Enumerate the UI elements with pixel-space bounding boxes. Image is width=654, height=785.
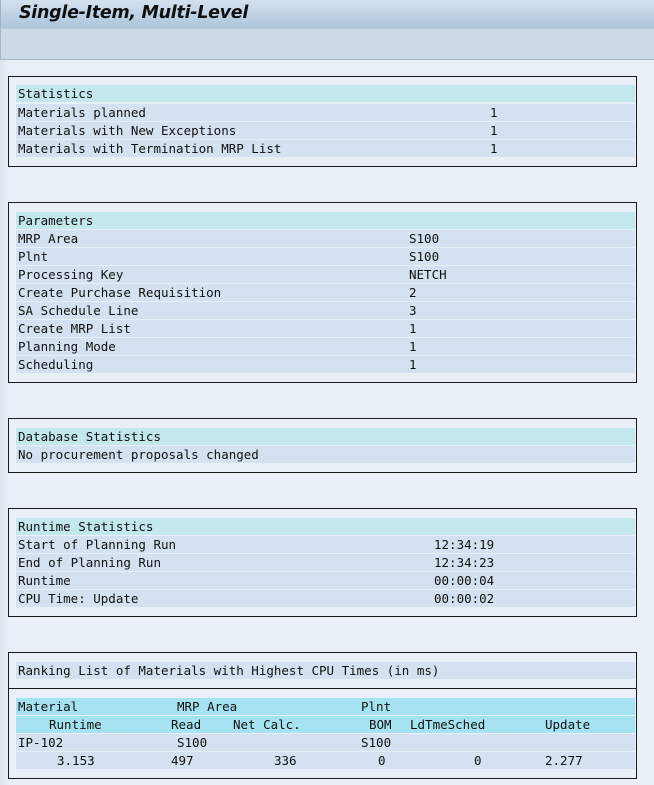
ranking-separator xyxy=(9,688,636,689)
cell-runtime: 3.153 xyxy=(57,753,95,768)
cell-bom: 0 xyxy=(378,753,386,768)
row-value: 1 xyxy=(490,141,498,156)
cell-material: IP-102 xyxy=(18,735,64,750)
row-label: Processing Key xyxy=(18,267,124,282)
row-value: 1 xyxy=(409,339,417,354)
cell-mrp-area: S100 xyxy=(177,735,208,750)
statistics-row xyxy=(16,140,635,157)
row-value: 1 xyxy=(490,123,498,138)
cell-update: 2.277 xyxy=(545,753,583,768)
column-header-runtime: Runtime xyxy=(49,717,102,732)
page-title: Single-Item, Multi-Level xyxy=(19,3,249,23)
runtime-statistics-row xyxy=(16,554,635,571)
column-header-bom: BOM xyxy=(369,717,392,732)
row-label: SA Schedule Line xyxy=(18,303,139,318)
runtime-statistics-heading-row xyxy=(16,518,635,535)
parameters-row xyxy=(16,284,635,301)
runtime-statistics-row xyxy=(16,536,635,553)
parameters-row xyxy=(16,266,635,283)
ranking-item-row-1 xyxy=(16,734,635,751)
ranking-heading: Ranking List of Materials with Highest CPU Times (in ms) xyxy=(18,663,440,678)
statistics-box xyxy=(8,76,637,167)
ranking-heading-row xyxy=(16,662,635,679)
row-value: 3 xyxy=(409,303,417,318)
row-value: 1 xyxy=(409,321,417,336)
row-label: Scheduling xyxy=(18,357,94,372)
cell-ldtmesched: 0 xyxy=(474,753,482,768)
database-statistics-heading: Database Statistics xyxy=(18,429,161,444)
parameters-row xyxy=(16,230,635,247)
row-value: 12:34:23 xyxy=(434,555,495,570)
application-toolbar xyxy=(0,29,654,60)
row-label: Materials planned xyxy=(18,105,146,120)
runtime-statistics-row xyxy=(16,590,635,607)
column-header-material: Material xyxy=(18,699,79,714)
parameters-row xyxy=(16,356,635,373)
row-label: End of Planning Run xyxy=(18,555,161,570)
row-label: Start of Planning Run xyxy=(18,537,177,552)
row-label: MRP Area xyxy=(18,231,79,246)
database-statistics-box xyxy=(8,418,637,473)
cell-net-calc: 336 xyxy=(274,753,297,768)
parameters-box xyxy=(8,202,637,383)
row-value: 1 xyxy=(409,357,417,372)
column-header-mrp-area: MRP Area xyxy=(177,699,238,714)
row-label: CPU Time: Update xyxy=(18,591,139,606)
parameters-row xyxy=(16,338,635,355)
row-label: Runtime xyxy=(18,573,71,588)
column-header-plnt: Plnt xyxy=(361,699,392,714)
row-value: 2 xyxy=(409,285,417,300)
column-header-update: Update xyxy=(545,717,591,732)
row-label: Materials with New Exceptions xyxy=(18,123,237,138)
row-label: Materials with Termination MRP List xyxy=(18,141,282,156)
ranking-item-row-2 xyxy=(16,752,635,769)
runtime-statistics-heading: Runtime Statistics xyxy=(18,519,154,534)
ranking-column-header-row-2 xyxy=(16,716,635,733)
database-statistics-row xyxy=(16,446,635,463)
parameters-row xyxy=(16,302,635,319)
title-bar xyxy=(0,0,654,29)
cell-plnt: S100 xyxy=(361,735,392,750)
row-value: 00:00:04 xyxy=(434,573,495,588)
database-statistics-heading-row xyxy=(16,428,635,445)
row-value: NETCH xyxy=(409,267,447,282)
runtime-statistics-box xyxy=(8,508,637,617)
row-value: 12:34:19 xyxy=(434,537,495,552)
row-label: No procurement proposals changed xyxy=(18,447,259,462)
statistics-heading: Statistics xyxy=(18,86,94,101)
ranking-column-header-row-1 xyxy=(16,698,635,715)
statistics-heading-row xyxy=(16,85,635,102)
parameters-heading: Parameters xyxy=(18,213,94,228)
row-label: Plnt xyxy=(18,249,49,264)
cell-read: 497 xyxy=(171,753,194,768)
row-value: S100 xyxy=(409,249,440,264)
parameters-row xyxy=(16,248,635,265)
parameters-heading-row xyxy=(16,212,635,229)
parameters-row xyxy=(16,320,635,337)
row-label: Planning Mode xyxy=(18,339,116,354)
column-header-net-calc: Net Calc. xyxy=(233,717,301,732)
statistics-row xyxy=(16,122,635,139)
left-edge-shade xyxy=(0,60,8,785)
row-label: Create Purchase Requisition xyxy=(18,285,222,300)
row-value: 00:00:02 xyxy=(434,591,495,606)
row-value: 1 xyxy=(490,105,498,120)
column-header-ldtmesched: LdTmeSched xyxy=(410,717,486,732)
runtime-statistics-row xyxy=(16,572,635,589)
column-header-read: Read xyxy=(171,717,202,732)
row-value: S100 xyxy=(409,231,440,246)
statistics-row xyxy=(16,104,635,121)
ranking-list-box xyxy=(8,652,637,779)
row-label: Create MRP List xyxy=(18,321,131,336)
